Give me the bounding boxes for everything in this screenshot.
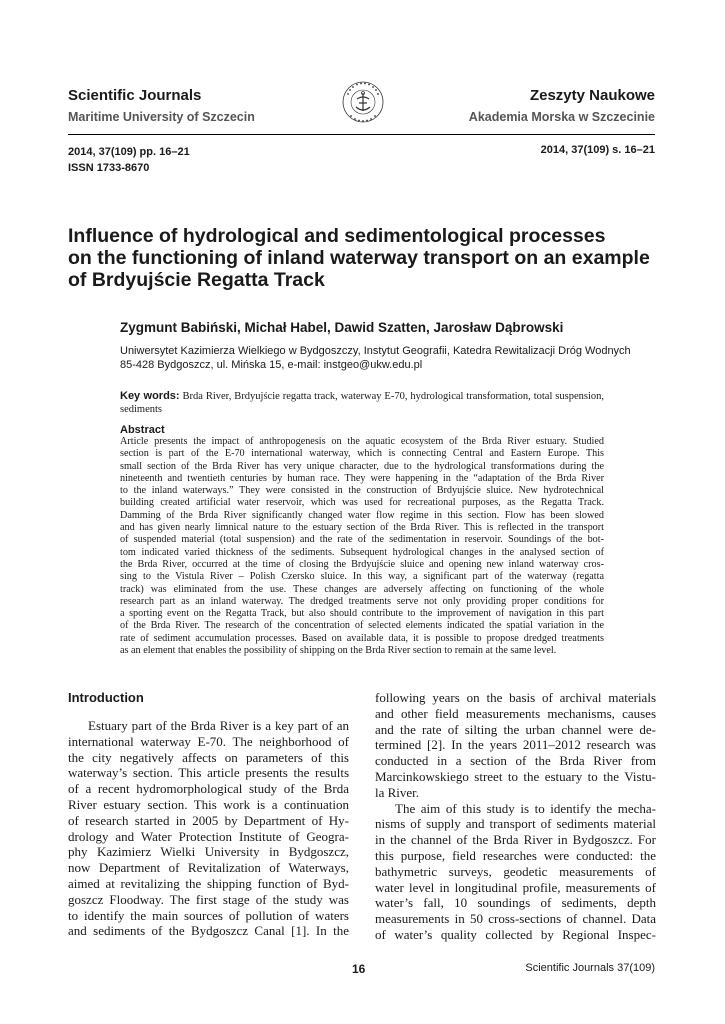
affiliation — [120, 344, 640, 372]
body-line: phy Kazimierz Wielki University in Bydgoszcz, — [68, 844, 349, 860]
abstract-line: tom indicated varied thickness of the sediments. Subsequent hydrological changes in the analysed section of — [120, 546, 604, 558]
body-line: international waterway E-70. The neighborhood of — [68, 733, 349, 749]
abstract-line: a sporting event on the Regatta Track, but also should contribute to the improvement of navigation in this part — [120, 608, 604, 620]
abstract-line: nineteenth and twentieth centuries by human race. They were happening in the “adaptation of the Brda River — [120, 472, 604, 484]
abstract-line: of suspended material (total suspension) and the rate of the sedimentation in reservoir. Soundings of the bot- — [120, 534, 604, 546]
keywords-text: Brda River, Brdyujście regatta track, waterway E-70, hydrological transformation, total suspension, sediments — [120, 391, 605, 415]
header-divider — [68, 134, 655, 135]
body-line: following years on the basis of archival materials — [375, 690, 656, 705]
citation-en: 2014, 37(109) pp. 16–21 — [68, 146, 190, 158]
body-line: waterway’s section. This article presents the results — [68, 765, 349, 781]
body-line: of research started in 2005 by Department of Hy- — [68, 812, 349, 828]
body-line: now Department of Revitalization of Waterways, — [68, 860, 349, 876]
issn: ISSN 1733-8670 — [68, 162, 150, 174]
authors: Zygmunt Babiński, Michał Habel, Dawid Szatten, Jarosław Dąbrowski — [120, 320, 564, 335]
affiliation-line: Uniwersytet Kazimierza Wielkiego w Bydgoszczy, Instytut Geografii, Katedra Rewitalizacji Dróg Wodnych — [120, 345, 631, 357]
body-line: in the channel of the Brda River in Bydgoszcz. For — [375, 832, 656, 848]
abstract-heading: Abstract — [120, 424, 165, 436]
body-line: goszcz Floodway. The first stage of the study was — [68, 891, 349, 907]
abstract-line: building created artificial water reservoir, which was used for recreational purposes, as the Regatta Track. — [120, 497, 604, 509]
abstract-line: and has given nearly limnical nature to the estuary section of the Brda River. This is reflected in the transport — [120, 522, 604, 534]
university-name-en: Maritime University of Szczecin — [68, 110, 255, 124]
abstract-line: to the inland waterways.” They were consisted in the construction of Brdyujście sluice. New hydrotechnical — [120, 485, 604, 497]
abstract-line: as an element that enables the possibility of shipping on the Brda River section to remain at the same level. — [120, 645, 557, 657]
abstract-line: section is part of the E-70 international waterway, which is connecting Central and Eastern Europe. This — [120, 448, 604, 460]
body-line: and sediments of the Bydgoszcz Canal [1]. In the — [68, 923, 349, 939]
body-line: River estuary section. This work is a continuation — [68, 796, 349, 812]
section-heading-introduction: Introduction — [68, 690, 144, 705]
paper-title — [68, 225, 668, 291]
body-line: aimed at revitalizing the shipping function of Byd- — [68, 875, 349, 891]
page-number: 16 — [352, 962, 366, 976]
abstract-line: Article presents the impact of anthropogenesis on the aquatic ecosystem of the Brda River estuary. Studied — [120, 436, 604, 447]
journal-title-pl: Zeszyty Naukowe — [529, 87, 655, 104]
citation-pl: 2014, 37(109) s. 16–21 — [540, 144, 655, 156]
body-line: of water’s quality collected by Regional Inspec- — [375, 926, 656, 942]
title-line: on the functioning of inland waterway transport on an example — [68, 247, 650, 269]
body-line: and the rate of silting the urban channel were de- — [375, 721, 656, 737]
keywords-label: Key words: — [120, 390, 180, 402]
abstract-line: track) was eliminated from the use. These changes are adversely affecting on functioning of the whole — [120, 583, 604, 595]
abstract-line: small section of the Brda River has very unique character, due to the hydrological transformations during the — [120, 460, 604, 472]
university-name-pl: Akademia Morska w Szczecinie — [468, 110, 655, 124]
title-line: Influence of hydrological and sedimentological processes — [68, 225, 606, 247]
body-line: termined [2]. In the years 2011–2012 research was — [375, 737, 656, 753]
body-line: water level in longitudinal profile, measurements of — [375, 879, 656, 895]
footer-journal: Scientific Journals 37(109) — [525, 962, 655, 974]
body-line: Estuary part of the Brda River is a key part of an — [88, 718, 349, 733]
abstract-line: rate of sediment accumulation processes. Based on available data, it is possible to propose dredged treatments — [120, 632, 604, 644]
body-line: this purpose, field researches were conducted: the — [375, 847, 656, 863]
keywords — [120, 390, 604, 416]
abstract-line: research part as an inland waterway. The dredged treatments serve not only providing proper conditions for — [120, 595, 604, 607]
body-line: nisms of supply and transport of sediments material — [375, 816, 656, 832]
abstract-line: of the Brda River. The research of the concentration of selected elements indicated the spatial variation in the — [120, 620, 604, 632]
university-seal-logo — [341, 80, 385, 124]
title-line: of Brdyujście Regatta Track — [68, 269, 325, 291]
body-line: of a recent hydromorphological study of the Brda — [68, 781, 349, 797]
body-line: Marcinkowskiego street to the estuary to the Vistu- — [375, 768, 656, 784]
body-line: bathymetric surveys, geodetic measurements of — [375, 863, 656, 879]
body-line: conducted in a section of the Brda River from — [375, 753, 656, 769]
body-line: water’s fall, 10 soundings of sediments, depth — [375, 895, 656, 911]
abstract-line: Damming of the Brda River significantly changed water flow regime in this section. Flow has been slowed — [120, 509, 604, 521]
body-column-right — [375, 690, 656, 943]
abstract-line: the Brda River, occurred at the time of closing the Brdyujście sluice and opening new inland waterway cros- — [120, 558, 604, 570]
body-line: the city negatively affects on parameters of this — [68, 749, 349, 765]
body-line: and other field measurements mechanisms, causes — [375, 705, 656, 721]
abstract-body — [120, 436, 604, 657]
body-line: drology and Water Protection Institute of Geogra- — [68, 828, 349, 844]
body-line: The aim of this study is to identify the mecha- — [395, 800, 656, 816]
body-line: measurements in 50 cross-sections of channel. Data — [375, 911, 656, 927]
body-line: to identify the main sources of pollution of waters — [68, 907, 349, 923]
affiliation-line: 85-428 Bydgoszcz, ul. Mińska 15, e-mail: instgeo@ukw.edu.pl — [120, 359, 423, 371]
citation-block — [68, 144, 190, 176]
body-line: la River. — [375, 784, 420, 800]
body-column-left — [68, 718, 349, 939]
journal-title-en: Scientific Journals — [68, 87, 202, 104]
abstract-line: sing to the Vistula River – Polish Czersko sluice. In this way, a significant part of the waterway (regatta — [120, 571, 604, 583]
